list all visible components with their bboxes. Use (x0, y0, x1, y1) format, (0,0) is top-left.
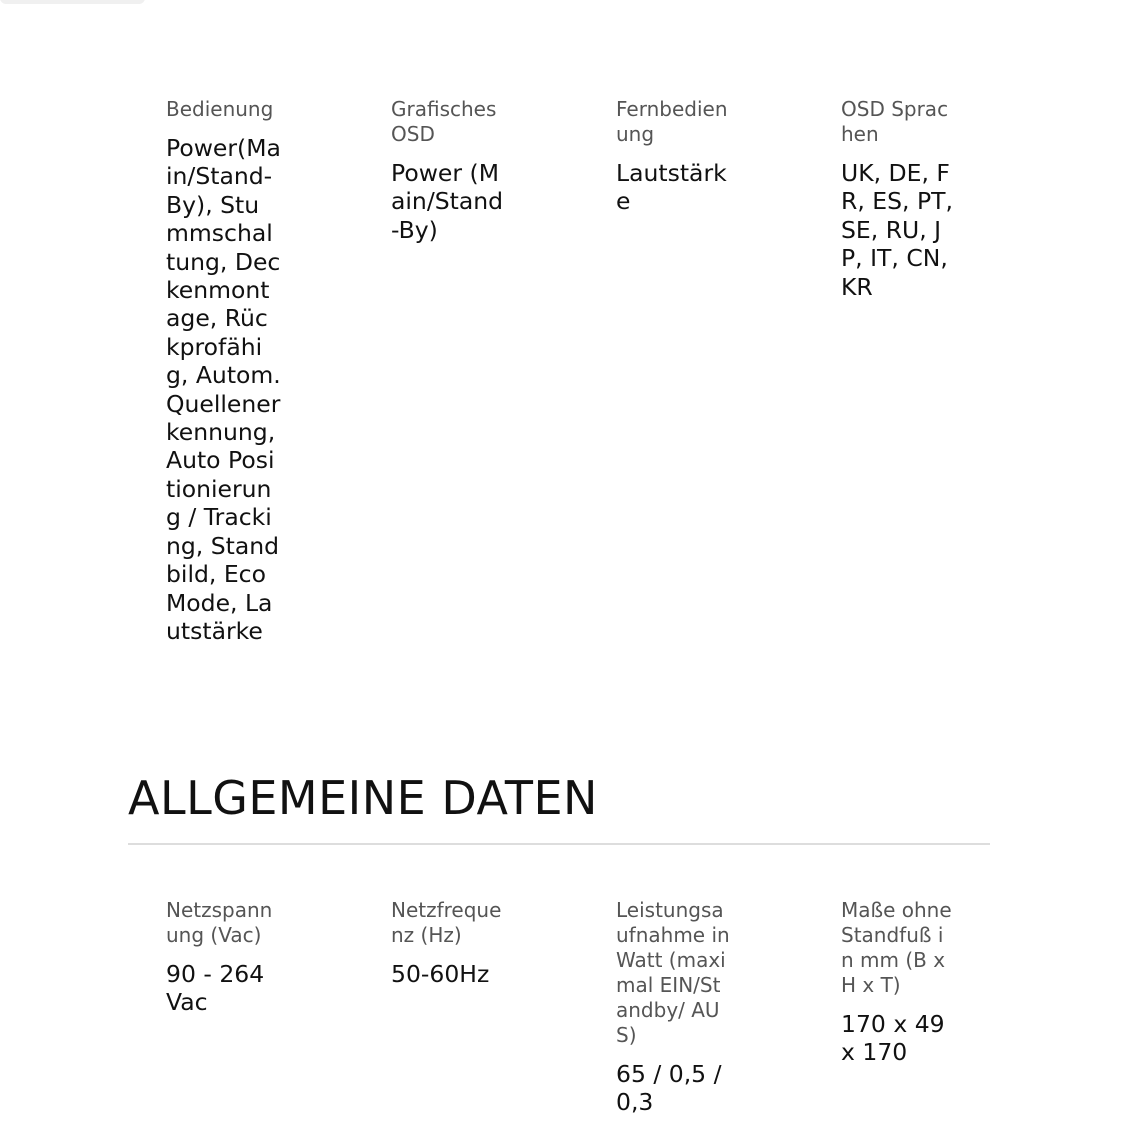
spec-label: Grafisches OSD (391, 97, 497, 146)
spec-value: 50-60Hz (391, 960, 490, 988)
spec-item-grafisches-osd (391, 97, 506, 244)
spec-value: 170 x 49 x 170 (841, 1010, 945, 1067)
spec-value: 65 / 0,5 / 0,3 (616, 1060, 722, 1117)
spec-item-netzspannung (166, 898, 281, 1017)
spec-label: OSD Sprachen (841, 97, 949, 146)
spec-value: Power (Main/Stand-By) (391, 159, 504, 244)
spec-label: Maße ohne Standfuß in mm (B x H x T) (841, 898, 952, 997)
spec-label: Netzspannung (Vac) (166, 898, 273, 947)
spec-value: Power(Main/Stand-By), Stummschaltung, Deckenmontage, Rückprofähig, Autom. Quellenerkennung, Auto Positionierung / Tracking, Standbild, Eco Mode, Lautstärke (166, 134, 281, 645)
spec-item-fernbedienung (616, 97, 731, 216)
spec-value: Lautstärke (616, 159, 727, 216)
spec-value: 90 - 264 Vac (166, 960, 265, 1017)
spec-item-bedienung (166, 97, 281, 645)
spec-item-leistungsaufnahme (616, 898, 731, 1117)
spec-label: Netzfrequenz (Hz) (391, 898, 502, 947)
section-title-allgemeine-daten: ALLGEMEINE DATEN (128, 771, 598, 825)
spec-label: Fernbedienung (616, 97, 728, 146)
spec-item-netzfrequenz (391, 898, 506, 988)
spec-item-masse (841, 898, 956, 1067)
spec-label: Bedienung (166, 97, 274, 121)
spec-item-osd-sprachen (841, 97, 956, 301)
spec-value: UK, DE, FR, ES, PT, SE, RU, JP, IT, CN, KR (841, 159, 953, 301)
top-tab-remnant (0, 0, 145, 4)
spec-label: Leistungsaufnahme in Watt (maximal EIN/Standby/ AUS) (616, 898, 730, 1047)
section-divider (128, 843, 990, 845)
